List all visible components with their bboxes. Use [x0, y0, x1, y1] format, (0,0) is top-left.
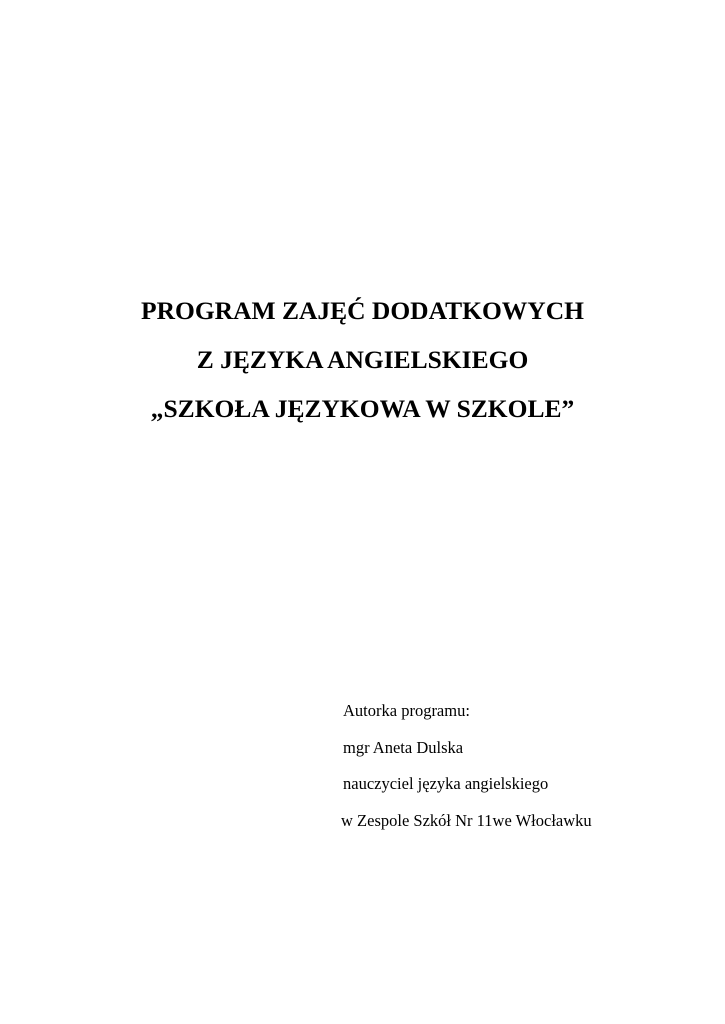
author-label: Autorka programu: [343, 701, 470, 720]
author-info [343, 693, 592, 839]
title-line-1: PROGRAM ZAJĘĆ DODATKOWYCH [141, 296, 584, 325]
author-role: nauczyciel języka angielskiego [343, 774, 549, 793]
author-school: w Zespole Szkół Nr 11we Włocławku [341, 810, 592, 830]
title-line-3: „SZKOŁA JĘZYKOWA W SZKOLE” [150, 394, 575, 423]
author-name: mgr Aneta Dulska [343, 737, 464, 757]
title-line-2: Z JĘZYKA ANGIELSKIEGO [196, 345, 529, 374]
document-title [0, 286, 725, 433]
